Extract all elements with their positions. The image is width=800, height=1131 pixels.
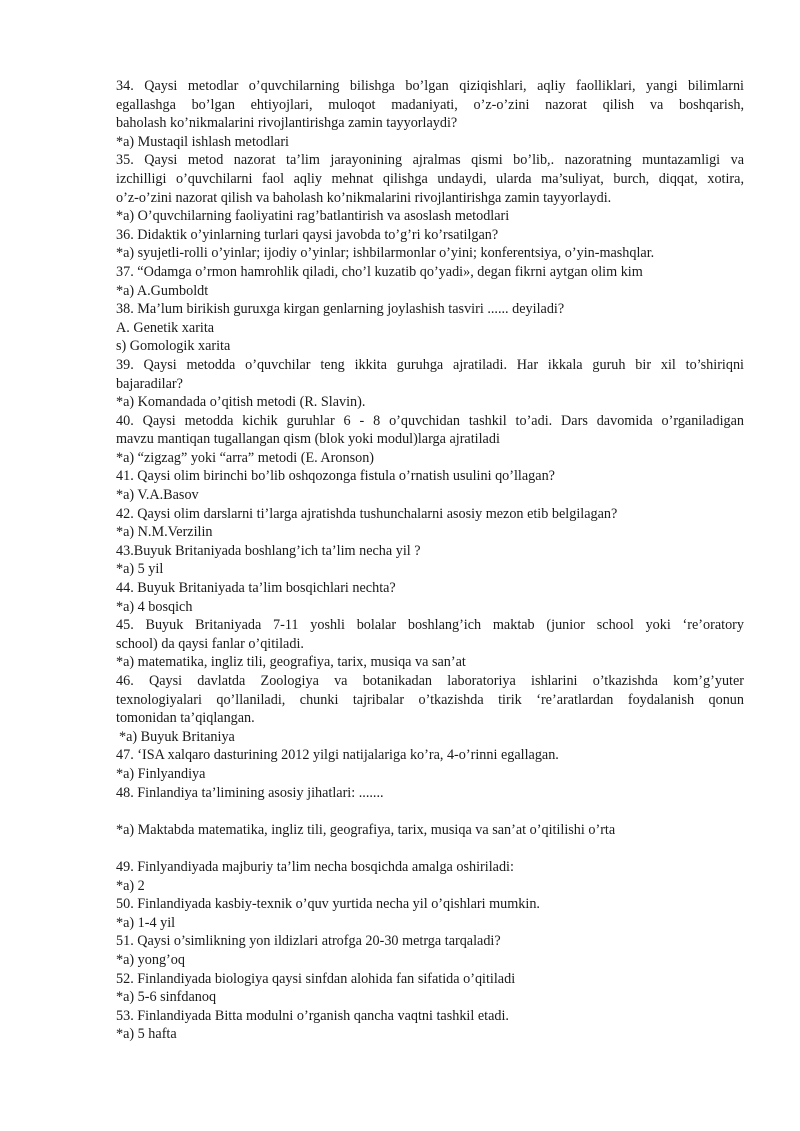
- text-line: tomonidan ta’qiqlangan.: [116, 710, 255, 727]
- blank-line: [116, 839, 744, 858]
- answer-line: s) Gomologik xarita: [116, 338, 231, 355]
- text-line: 36. Didaktik o’yinlarning turlari qaysi javobda to’g’ri ko’rsatilgan?: [116, 226, 499, 243]
- text-line: 38. Ma’lum birikish guruxga kirgan genlarning joylashish tasviri ...... deyiladi?: [116, 301, 565, 318]
- text-line: 49. Finlyandiyada majburiy ta’lim necha bosqichda amalga oshiriladi:: [116, 858, 514, 875]
- answer-line: *a) syujetli-rolli o’yinlar; ijodiy o’yinlar; ishbilarmonlar o’yini; konferentsiya, o’yin-mashqlar.: [116, 245, 655, 262]
- answer-line: *a) 2: [116, 877, 145, 894]
- text-line: 52. Finlandiyada biologiya qaysi sinfdan alohida fan sifatida o’qitiladi: [116, 970, 516, 987]
- text-line: 50. Finlandiyada kasbiy-texnik o’quv yurtida necha yil o’qishlari mumkin.: [116, 896, 540, 913]
- answer-line: *a) Mustaqil ishlash metodlari: [116, 133, 289, 150]
- answer-line: *a) N.M.Verzilin: [116, 524, 213, 541]
- answer-line: *a) “zigzag” yoki “arra” metodi (E. Aronson): [116, 449, 375, 466]
- answer-line: *a) Maktabda matematika, ingliz tili, geografiya, tarix, musiqa va san’at o’qitilishi o’rta: [116, 821, 616, 838]
- text-line: bajaradilar?: [116, 375, 183, 392]
- text-line: mavzu mantiqan tugallangan qism (blok yoki modul)larga ajratiladi: [116, 431, 500, 448]
- answer-line: *a) yong’oq: [116, 951, 185, 968]
- text-line: izchilligi o’quvchilarni faol aqliy mehnat qilishga undaydi, ularda ma’suliyat, burch, diqqat, xotira,: [116, 170, 744, 187]
- text-line: 39. Qaysi metodda o’quvchilar teng ikkita guruhga ajratiladi. Har ikkala guruh bir xil to’shiriqni: [116, 356, 744, 373]
- text-line: 35. Qaysi metod nazorat ta’lim jarayonining ajralmas qismi bo’lib,. nazoratning muntazamligi va: [116, 152, 744, 169]
- answer-line: *a) 5 hafta: [116, 1026, 177, 1043]
- text-line: 51. Qaysi o’simlikning yon ildizlari atrofga 20-30 metrga tarqaladi?: [116, 933, 501, 950]
- text-line: egallashga bo’lgan ehtiyojlari, muloqot madaniyati, o’z-o’zini nazorat qilish va boshqarish,: [116, 96, 744, 113]
- text-line: 46. Qaysi davlatda Zoologiya va botanikadan laboratoriya ishlarini o’tkazishda kom’g’yuter: [116, 673, 744, 689]
- answer-line: *a) 5 yil: [116, 561, 164, 578]
- text-line: 47. ‘ISA xalqaro dasturining 2012 yilgi natijalariga ko’ra, 4-o’rinni egallagan.: [116, 747, 559, 764]
- answer-line: *a) Buyuk Britaniya: [119, 728, 235, 745]
- answer-line: *a) V.A.Basov: [116, 487, 199, 504]
- text-line: 42. Qaysi olim darslarni ti’larga ajratishda tushunchalarni asosiy mezon etib belgilagan?: [116, 505, 618, 522]
- text-line: 43.Buyuk Britaniyada boshlang’ich ta’lim necha yil ?: [116, 542, 421, 559]
- blank-line: [116, 802, 744, 821]
- text-line: 53. Finlandiyada Bitta modulni o’rganish qancha vaqtni tashkil etadi.: [116, 1007, 509, 1024]
- answer-line: *a) Komandada o’qitish metodi (R. Slavin).: [116, 394, 366, 411]
- answer-line: *a) A.Gumboldt: [116, 282, 209, 299]
- text-line: baholash ko’nikmalarini rivojlantirishga zamin tayyorlaydi?: [116, 115, 458, 132]
- text-line: 37. “Odamga o’rmon hamrohlik qiladi, cho’l kuzatib qo’yadi», degan fikrni aytgan olim kim: [116, 263, 643, 280]
- document-page: [116, 77, 744, 1044]
- text-line: 34. Qaysi metodlar o’quvchilarning bilishga bo’lgan qiziqishlari, aqliy faolliklari, yangi bilimlarni: [116, 78, 744, 94]
- text-line: texnologiyalari qo’llaniladi, chunki tajribalar o’tkazishda tirik ‘re’aratlardan foydalanish qonun: [116, 691, 744, 708]
- answer-line: *a) Finlyandiya: [116, 765, 206, 782]
- text-line: 48. Finlandiya ta’limining asosiy jihatlari: .......: [116, 784, 384, 801]
- answer-line: *a) 4 bosqich: [116, 598, 193, 615]
- text-line: 41. Qaysi olim birinchi bo’lib oshqozonga fistula o’rnatish usulini qo’llagan?: [116, 468, 555, 485]
- answer-line: *a) 5-6 sinfdanoq: [116, 989, 217, 1006]
- answer-line: *a) matematika, ingliz tili, geografiya, tarix, musiqa va san’at: [116, 654, 466, 671]
- answer-line: *a) 1-4 yil: [116, 914, 176, 931]
- text-line: 44. Buyuk Britaniyada ta’lim bosqichlari nechta?: [116, 580, 396, 597]
- text-line: 40. Qaysi metodda kichik guruhlar 6 - 8 o’quvchidan tashkil to’adi. Dars davomida o’rganiladigan: [116, 412, 744, 429]
- text-line: school) da qaysi fanlar o’qitiladi.: [116, 635, 304, 652]
- answer-line: A. Genetik xarita: [116, 319, 215, 336]
- text-line: o’z-o’zini nazorat qilish va baholash ko’nikmalarini rivojlantirishga zamin tayyorlaydi.: [116, 189, 612, 206]
- text-line: 45. Buyuk Britaniyada 7-11 yoshli bolalar boshlang’ich maktab (junior school yoki ‘re’oratory: [116, 617, 744, 634]
- answer-line: *a) O’quvchilarning faoliyatini rag’batlantirish va asoslash metodlari: [116, 208, 510, 225]
